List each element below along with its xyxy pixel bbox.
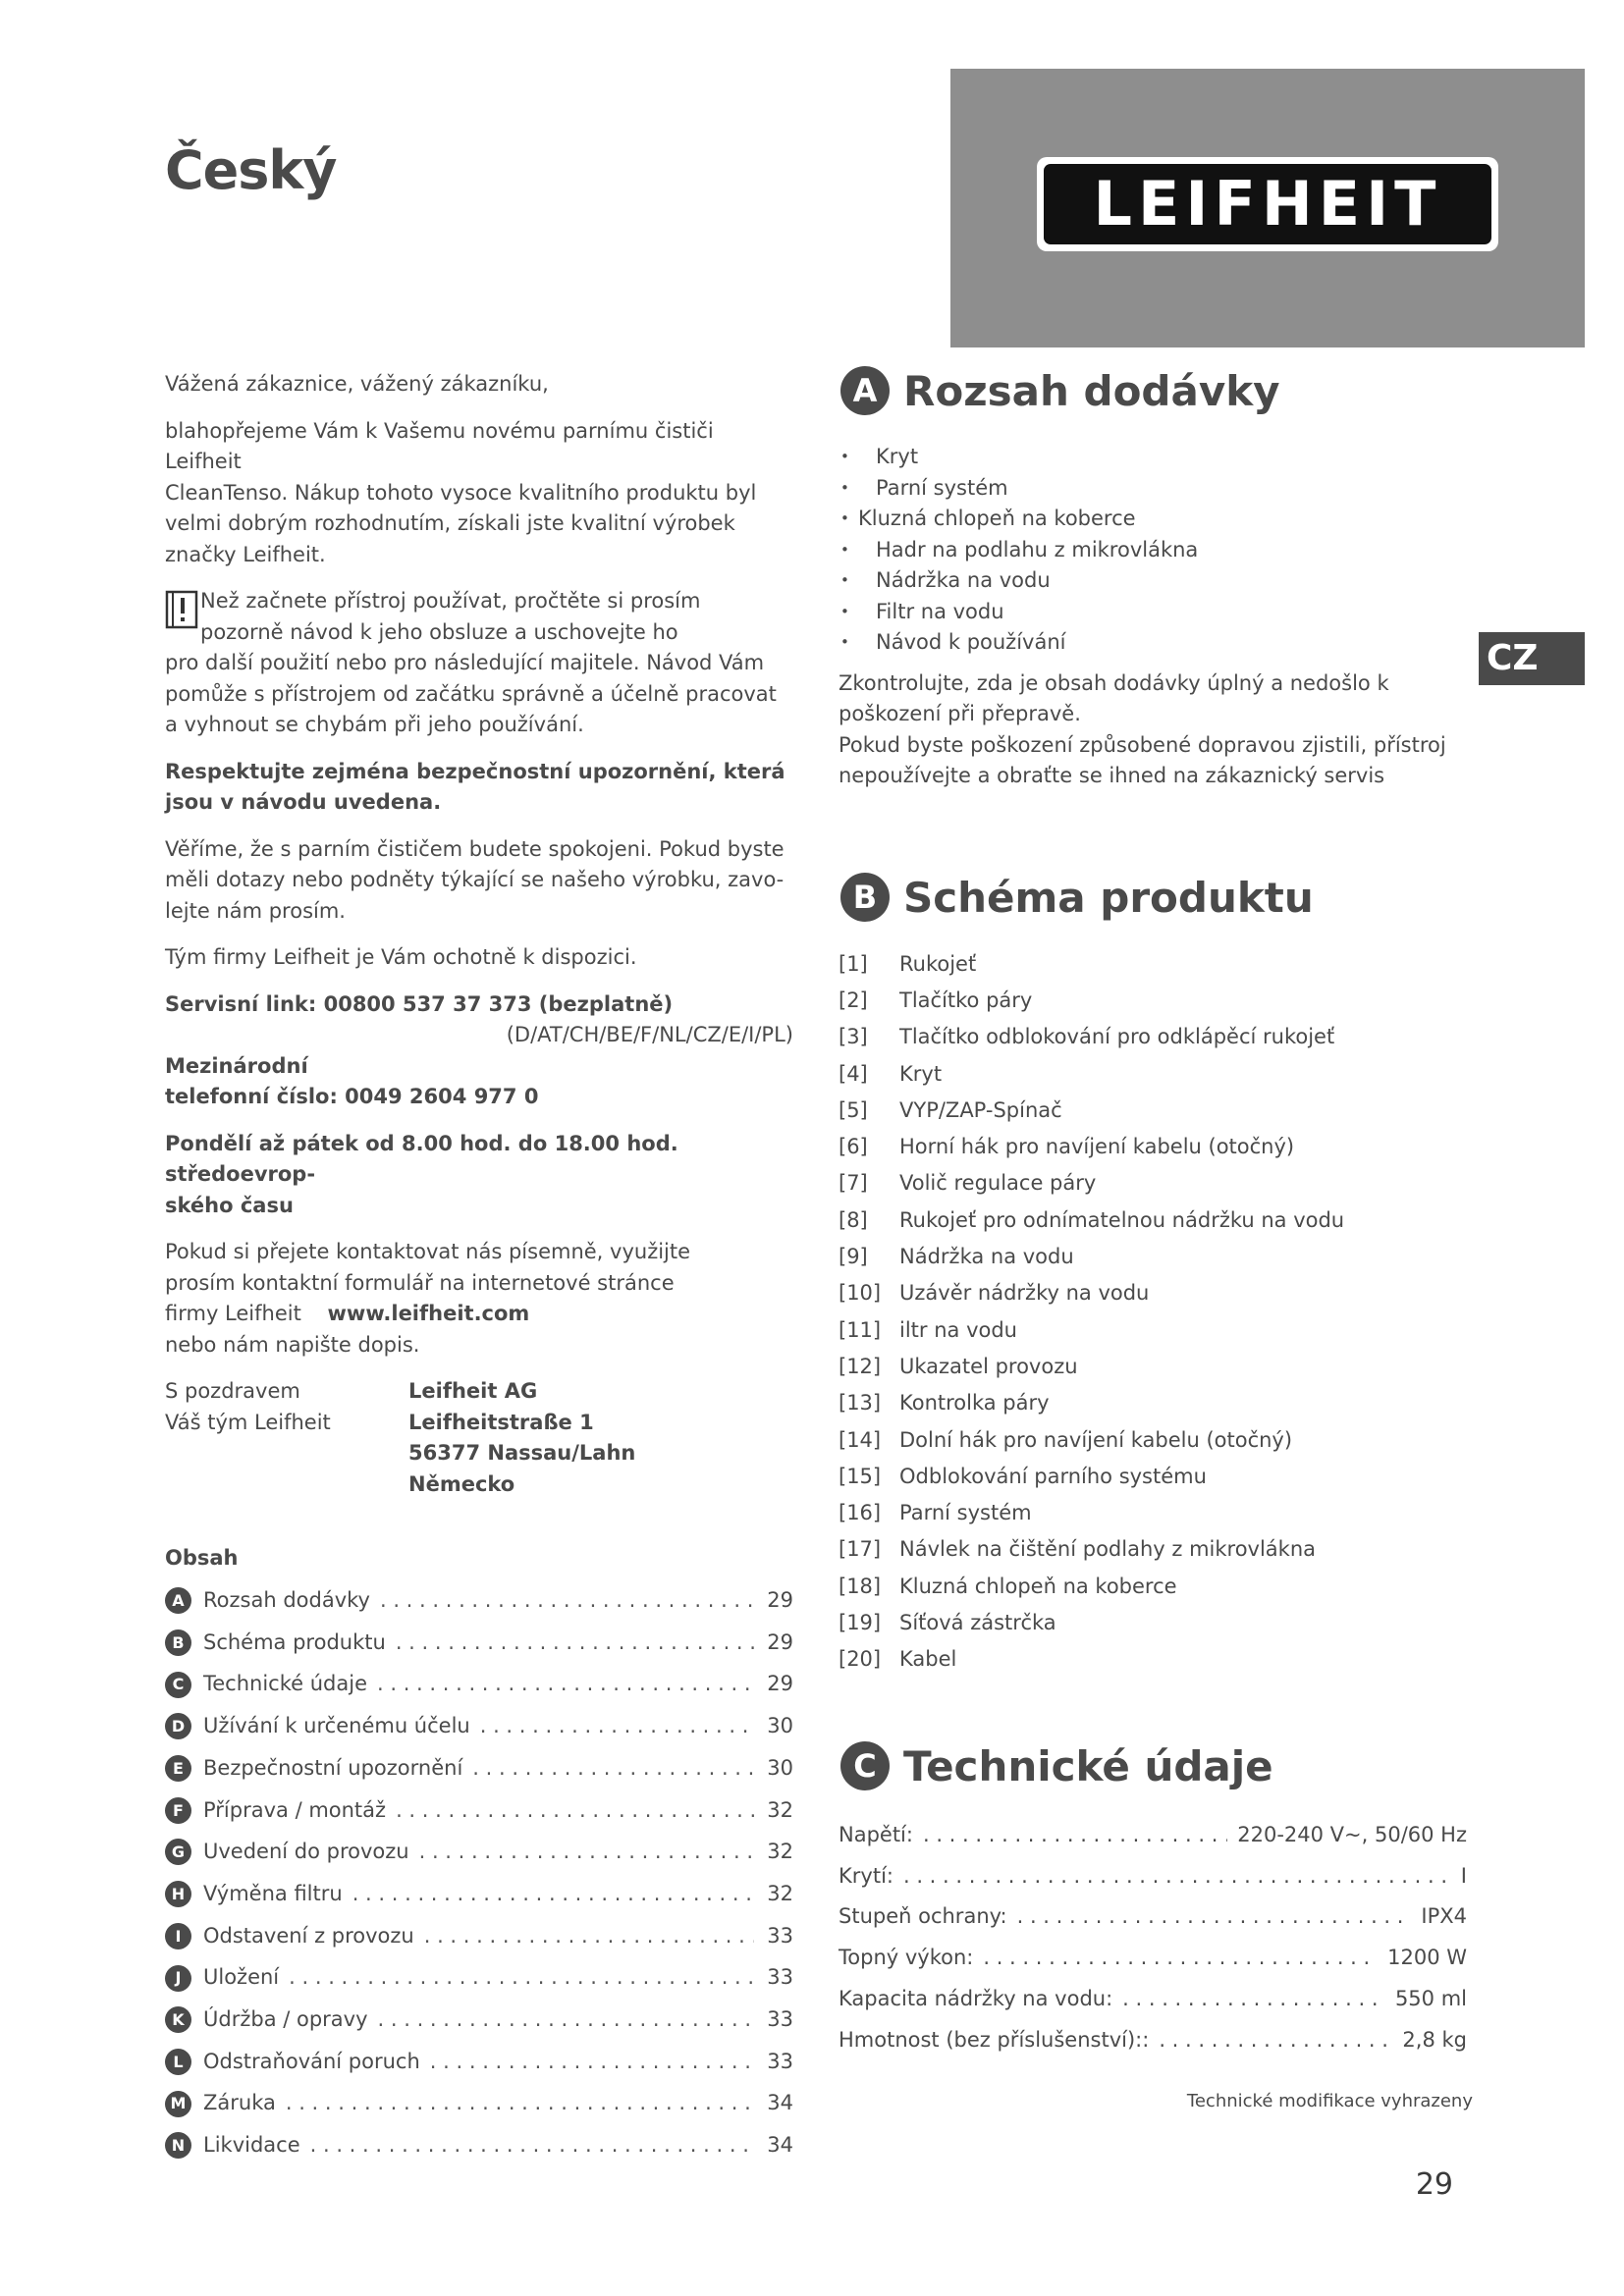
read-manual-note: Než začnete přístroj používat, pročtěte si prosím pozorně návod k jeho obsluze a uschovejte ho pro další použití nebo pro následující majitele. Návod Vám pomůže s přístrojem od začátku správně a účelně pracovat a vyhnout se chybám při jeho používání. (165, 589, 777, 736)
table-of-contents (165, 1580, 793, 2167)
section-b-heading (840, 873, 1314, 922)
list-item: • Kluzná chlopeň na koberce (839, 504, 1487, 535)
spec-row: Krytí: . . . I (839, 1855, 1467, 1896)
toc-item[interactable]: I Odstavení z provozu . . . 33 (165, 1915, 793, 1957)
toc-item[interactable]: H Výměna filtru . . . 32 (165, 1873, 793, 1915)
spec-row: Stupeň ochrany: . . . IPX4 (839, 1896, 1467, 1938)
list-item: • Hadr na podlahu z mikrovlákna (839, 535, 1487, 566)
part-item: [1] Rukojeť (839, 951, 977, 976)
team-line: Tým firmy Leifheit je Vám ochotně k dispozici. (165, 945, 637, 969)
spec-row: Napětí: . . . 220-240 V~, 50/60 Hz (839, 1814, 1467, 1855)
part-item: [4] Kryt (839, 1061, 943, 1086)
part-item: [13] Kontrolka páry (839, 1391, 1050, 1415)
intl-phone: telefonní číslo: 0049 2604 977 0 (165, 1085, 539, 1108)
page-number: 29 (1415, 2167, 1453, 2202)
product-parts-list (839, 945, 1487, 1678)
salutation: Vážená zákaznice, vážený zákazníku, (165, 372, 549, 396)
part-item: [6] Horní hák pro navíjení kabelu (otočný) (839, 1135, 1295, 1159)
list-item: • Kryt (839, 442, 1487, 473)
service-countries: (D/AT/CH/BE/F/NL/CZ/E/I/PL) (506, 1023, 793, 1046)
toc-item[interactable]: E Bezpečnostní upozornění . . . 30 (165, 1747, 793, 1789)
delivery-list (839, 442, 1487, 659)
part-item: [17] Návlek na čištění podlahy z mikrovlákna (839, 1537, 1317, 1562)
toc-item[interactable]: K Údržba / opravy . . . 33 (165, 1999, 793, 2041)
toc-title: Obsah (165, 1546, 239, 1570)
technical-specs (839, 1814, 1467, 2060)
page-language-title: Český (165, 139, 337, 201)
part-item: [7] Volič regulace páry (839, 1171, 1097, 1196)
delivery-note: Zkontrolujte, zda je obsah dodávky úplný a nedošlo k poškození při přepravě. Pokud byste poškození způsobené dopravou zjistili, přístroj nepoužívejte a obraťte se ihned na zákaznický servis (839, 670, 1446, 787)
toc-item[interactable]: A Rozsah dodávky . . . 29 (165, 1580, 793, 1623)
section-badge: A (840, 366, 890, 415)
section-c-heading (840, 1741, 1273, 1790)
intro-column (165, 369, 793, 2166)
tech-modification-note: Technické modifikace vyhrazeny (1186, 2091, 1473, 2111)
part-item: [20] Kabel (839, 1647, 957, 1672)
delivery-scope (839, 442, 1487, 792)
section-title: Rozsah dodávky (903, 366, 1280, 415)
section-title: Technické údaje (903, 1741, 1273, 1790)
part-item: [5] VYP/ZAP-Spínač (839, 1097, 1062, 1122)
part-item: [15] Odblokování parního systému (839, 1464, 1207, 1488)
section-a-heading (840, 366, 1280, 415)
toc-item[interactable]: M Záruka . . . 34 (165, 2083, 793, 2125)
part-item: [11] iltr na vodu (839, 1317, 1017, 1342)
service-link: Servisní link: 00800 537 37 373 (bezplatně) (165, 991, 674, 1016)
feedback-paragraph: Věříme, že s parním čističem budete spokojeni. Pokud byste měli dotazy nebo podněty týkající se našeho výrobku, zavo- lejte nám prosím. (165, 836, 785, 923)
intro-paragraph: blahopřejeme Vám k Vašemu novému parnímu čističi Leifheit CleanTenso. Nákup tohoto vysoce kvalitního produktu byl velmi dobrým rozhodnutím, získali jste kvalitní výrobek značky Leifheit. (165, 418, 757, 566)
list-item: • Návod k používání (839, 627, 1487, 659)
list-item: • Parní systém (839, 473, 1487, 505)
language-badge: CZ (1479, 632, 1585, 685)
website-link[interactable]: www.leifheit.com (327, 1302, 530, 1325)
list-item: • Filtr na vodu (839, 597, 1487, 628)
section-badge: B (840, 873, 890, 922)
part-item: [19] Síťová zástrčka (839, 1610, 1056, 1634)
part-item: [3] Tlačítko odblokování pro odklápěcí rukojeť (839, 1025, 1335, 1049)
part-item: [12] Ukazatel provozu (839, 1354, 1078, 1378)
section-badge: C (840, 1741, 890, 1790)
contact-paragraph: Pokud si přejete kontaktovat nás písemně, využijte prosím kontaktní formulář na internetové stránce firmy Leifheit www.leifheit.com nebo nám napište dopis. (165, 1240, 691, 1357)
spec-row: Hmotnost (bez příslušenství):: . . . 2,8 kg (839, 2019, 1467, 2060)
intl-label: Mezinárodní (165, 1053, 308, 1078)
brand-logo-panel (950, 69, 1585, 347)
part-item: [2] Tlačítko páry (839, 988, 1033, 1012)
part-item: [8] Rukojeť pro odnímatelnou nádržku na vodu (839, 1207, 1345, 1232)
toc-item[interactable]: B Schéma produktu . . . 29 (165, 1622, 793, 1664)
toc-item[interactable]: F Příprava / montáž . . . 32 (165, 1789, 793, 1832)
manual-warning-icon (165, 590, 200, 631)
part-item: [10] Uzávěr nádržky na vodu (839, 1281, 1150, 1306)
logo-text: LEIFHEIT (1093, 168, 1442, 240)
safety-note: Respektujte zejména bezpečnostní upozornění, která jsou v návodu uvedena. (165, 759, 785, 814)
part-item: [18] Kluzná chlopeň na koberce (839, 1574, 1177, 1598)
company-address: Leifheit AG Leifheitstraße 1 56377 Nassau/Lahn Německo (408, 1379, 636, 1496)
part-item: [14] Dolní hák pro navíjení kabelu (otočný) (839, 1427, 1293, 1452)
leifheit-logo (1037, 157, 1498, 251)
spec-row: Kapacita nádržky na vodu: . . . 550 ml (839, 1978, 1467, 2019)
toc-item[interactable]: D Užívání k určenému účelu . . . 30 (165, 1706, 793, 1748)
toc-item[interactable]: C Technické údaje . . . 29 (165, 1664, 793, 1706)
signature-block: S pozdravem Váš tým Leifheit Leifheit AG Leifheitstraße 1 56377 Nassau/Lahn Německo (165, 1376, 793, 1500)
toc-item[interactable]: J Uložení . . . 33 (165, 1957, 793, 2000)
spec-row: Topný výkon: . . . 1200 W (839, 1937, 1467, 1978)
list-item: • Nádržka na vodu (839, 565, 1487, 597)
toc-item[interactable]: N Likvidace . . . 34 (165, 2124, 793, 2166)
toc-item[interactable]: L Odstraňování poruch . . . 33 (165, 2041, 793, 2083)
toc-item[interactable]: G Uvedení do provozu . . . 32 (165, 1832, 793, 1874)
opening-hours: Pondělí až pátek od 8.00 hod. do 18.00 hod. středoevrop- ského času (165, 1131, 678, 1217)
section-title: Schéma produktu (903, 873, 1314, 922)
part-item: [16] Parní systém (839, 1501, 1032, 1525)
part-item: [9] Nádržka na vodu (839, 1245, 1074, 1269)
